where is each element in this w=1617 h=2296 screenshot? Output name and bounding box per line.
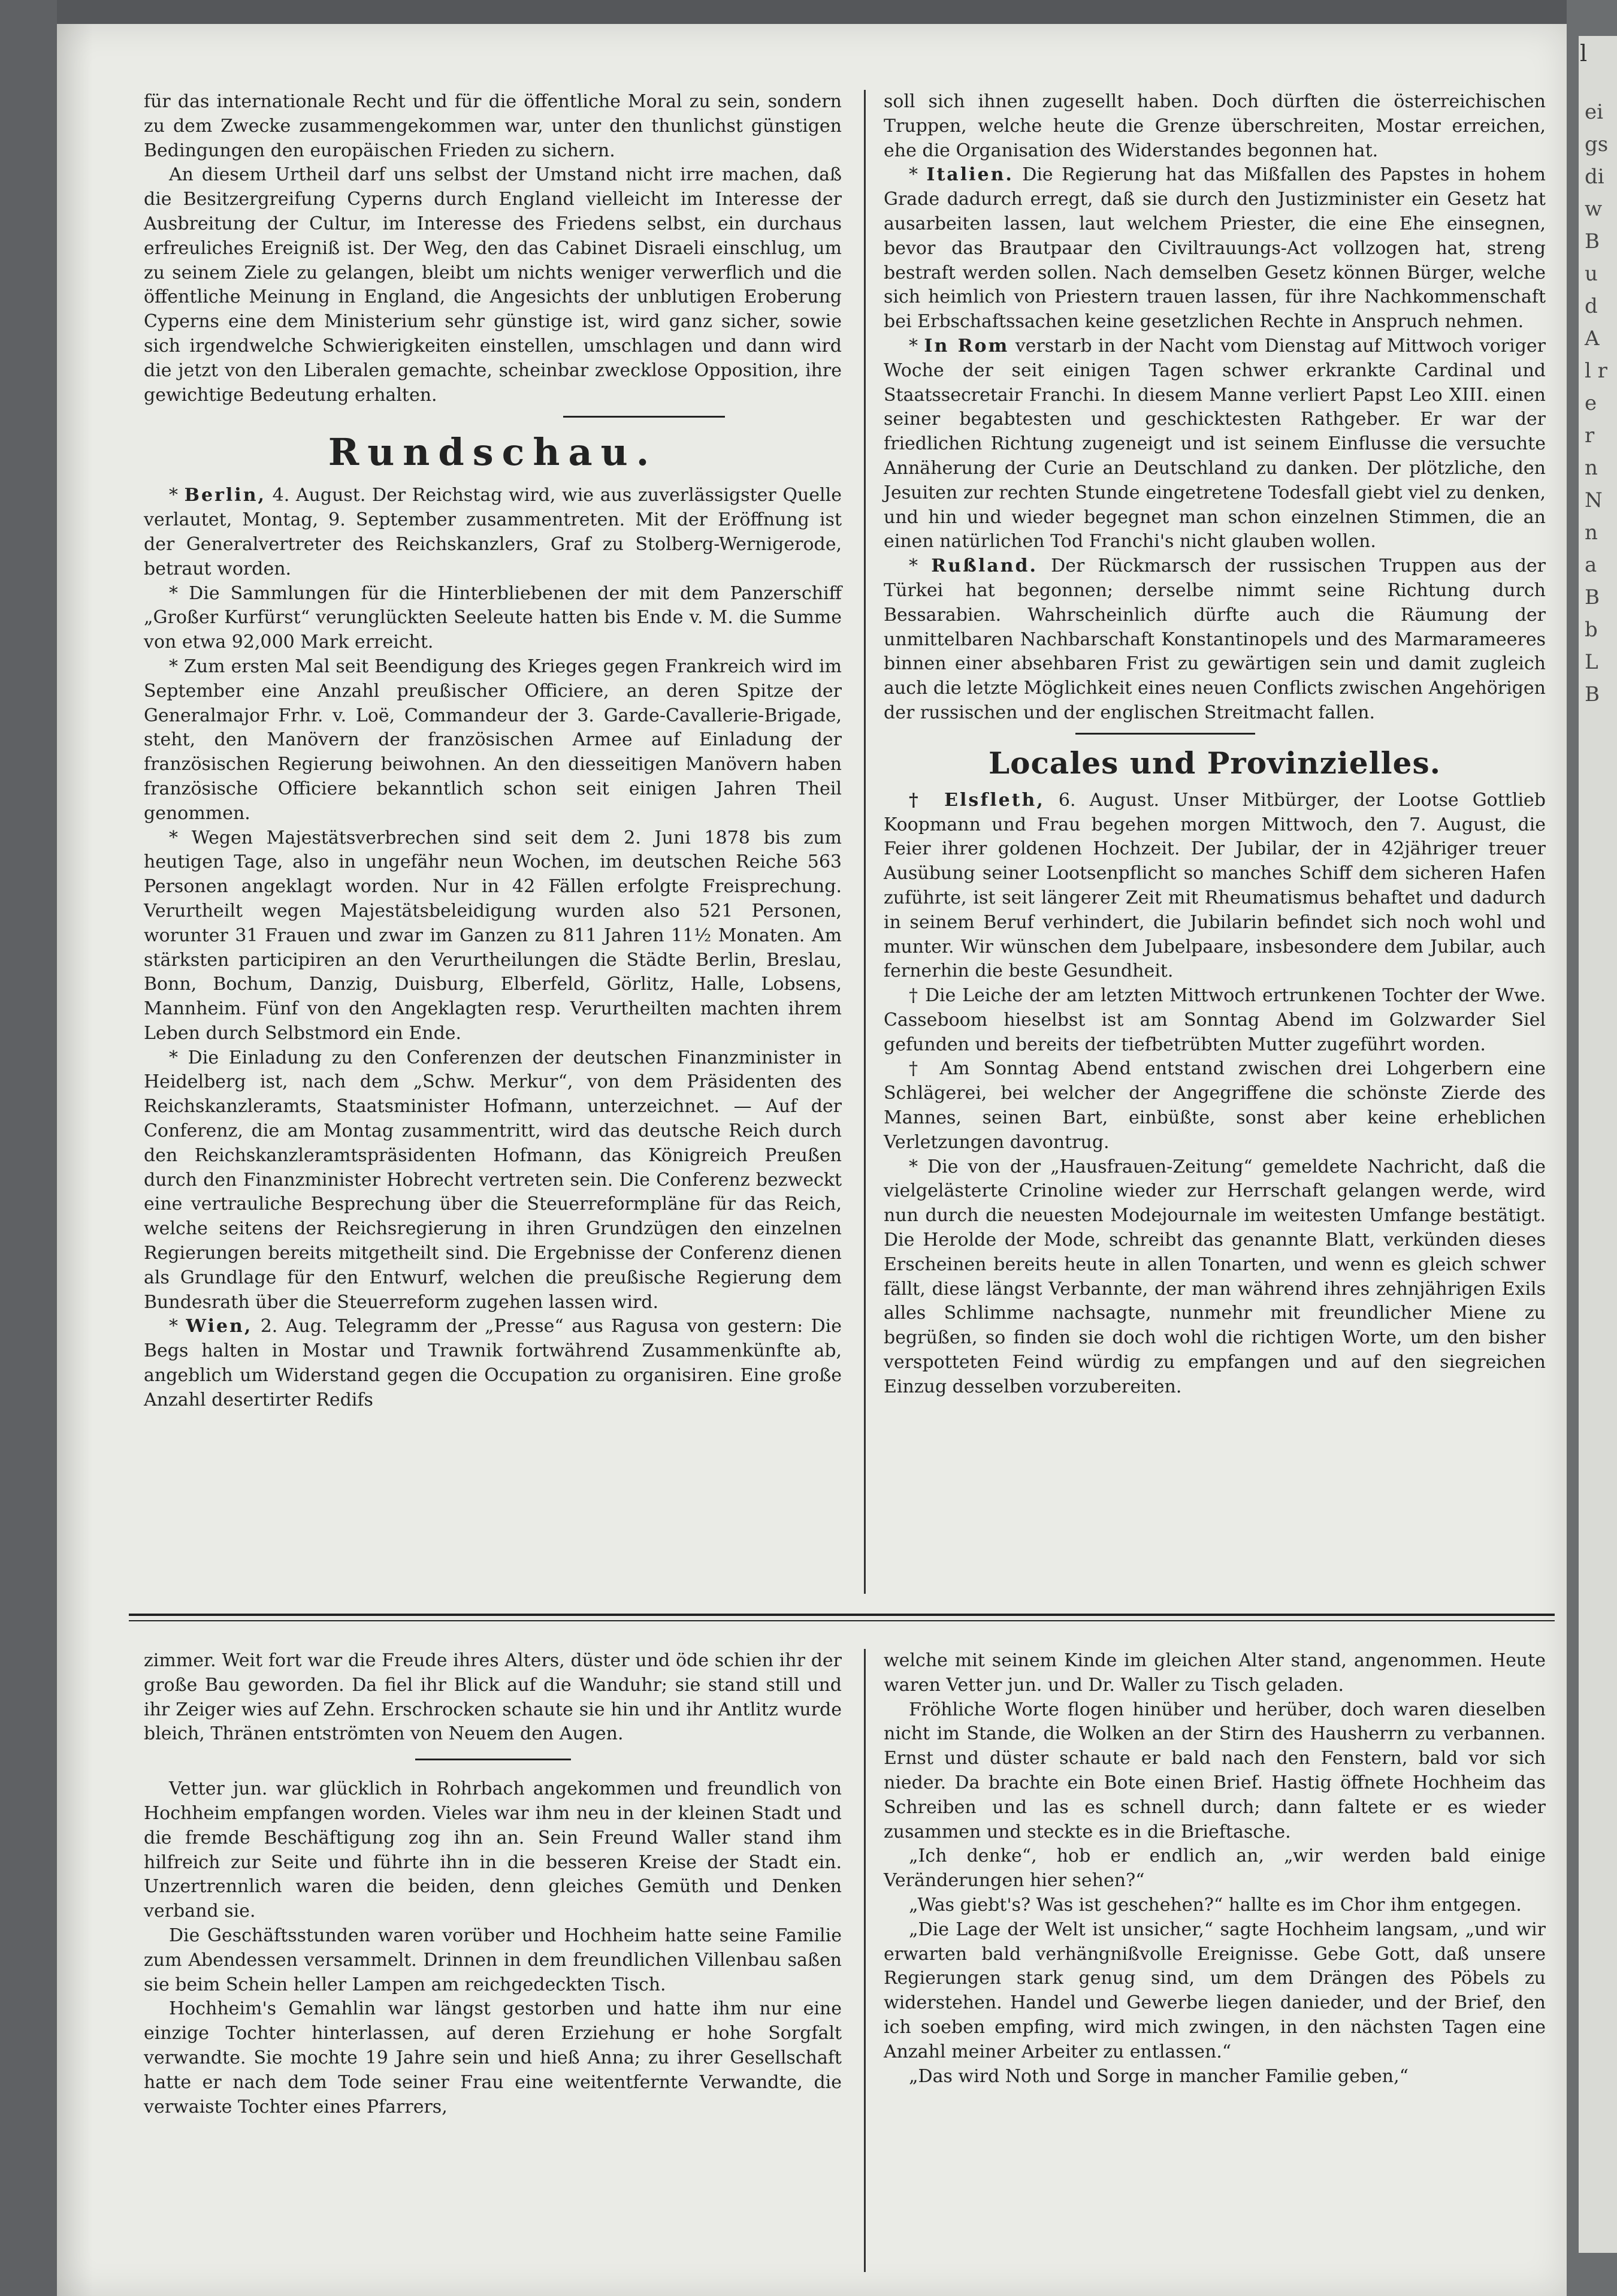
feuilleton-column-left <box>144 1649 842 2119</box>
story-paragraph: „Ich denke“, hob er endlich an, „wir werden bald einige Veränderungen hier sehen?“ <box>884 1845 1546 1892</box>
column-divider-bottom <box>864 1649 866 2272</box>
adjacent-page-edge <box>1567 0 1617 2296</box>
column-top-right <box>884 90 1546 1400</box>
column-top-left <box>144 90 842 1413</box>
dateline: Italien. <box>926 164 1014 186</box>
section-heading-locales: Locales und Provinzielles. <box>988 745 1441 781</box>
news-item: * Wegen Majestätsverbrechen sind seit dem 2. Juni 1878 bis zum heutigen Tage, also in ungefähr neun Wochen, im deutschen Reiche 563 Personen angeklagt worden. Nur in 42 Fällen erfolgte Freisprechung. Verurtheilt wegen Majestätsbeleidigung wurden also 521 Personen, worunter 31 Frauen und zwar im Ganzen zu 811 Jahren 11½ Monaten. Am stärksten participiren an den Verurtheilungen die Städte Berlin, Breslau, Bonn, Bochum, Danzig, Duisburg, Elberfeld, Görlitz, Halle, Lobsens, Mannheim. Fünf von den Angeklagten resp. Verurtheilten machten ihrem Leben durch Selbstmord ein Ende. <box>144 827 842 1044</box>
adjacent-page-mark: l <box>1580 40 1588 67</box>
local-news-item: † Elsfleth, 6. August. Unser Mitbürger, der Lootse Gottlieb Koopmann und Frau begehen morgen Mittwoch, den 7. August, die Feier ihrer goldenen Hochzeit. Der Jubilar, der in 42jähriger treuer Ausübung seiner Lootsenpflicht so manches Schiff dem sicheren Hafen zuführte, ist seit längerer Zeit mit Rheumatismus behaftet und dadurch in seinem Beruf verhindert, die Jubilarin befindet sich noch wohl und munter. Wir wünschen dem Jubelpaare, insbesondere dem Jubilar, auch fernerhin die beste Gesundheit. <box>884 789 1546 982</box>
article-text: An diesem Urtheil darf uns selbst der Umstand nicht irre machen, daß die Besitzergreifung Cyperns durch England vielleicht im Interesse der Ausbreitung der Cultur, im Interesse des Friedens selbst, ein durchaus erfreuliches Ereigniß ist. Der Weg, den das Cabinet Disraeli einschlug, um zu seinem Ziele zu gelangen, bleibt um nichts weniger verwerflich und die öffentliche Meinung in England, die Angesichts der unblutigen Eroberung Cyperns eine dem Ministerium sehr günstige ist, wird ganz sicher, sowie sich irgendwelche Schwierigkeiten einstellen, umschlagen und dann wird die jetzt von den Liberalen gemachte, scheinbar zwecklose Opposition, ihre gewichtige Bedeutung erhalten. <box>144 164 842 406</box>
section-heading-rundschau: Rundschau. <box>328 430 658 475</box>
story-paragraph: welche mit seinem Kinde im gleichen Alter stand, angenommen. Heute waren Vetter jun. und Dr. Waller zu Tisch geladen. <box>884 1650 1546 1696</box>
feuilleton-column-right <box>884 1649 1546 2089</box>
local-news-item: † Die Leiche der am letzten Mittwoch ertrunkenen Tochter der Wwe. Casseboom hieselbst ist am Sonntag Abend im Golzwarder Siel gefunden und bereits der tiefbetrübten Mutter zugeführt worden. <box>884 985 1546 1055</box>
feuilleton-separator <box>129 1614 1555 1616</box>
news-item: soll sich ihnen zugesellt haben. Doch dürften die österreichischen Truppen, welche heute die Grenze überschreiten, Mostar erreichen, ehe die Organisation des Widerstandes begonnen hat. <box>884 91 1546 161</box>
news-item: * Die Sammlungen für die Hinterbliebenen der mit dem Panzerschiff „Großer Kurfürst“ verunglückten Seeleute hatten bis Ende v. M. die Summe von etwa 92,000 Mark erreicht. <box>144 582 842 653</box>
story-paragraph: Die Geschäftsstunden waren vorüber und Hochheim hatte seine Familie zum Abendessen versammelt. Drinnen in dem freundlichen Villenbau saßen sie beim Schein heller Lampen am reichgedeckten Tisch. <box>144 1925 842 1995</box>
local-news-item: † Am Sonntag Abend entstand zwischen drei Lohgerbern eine Schlägerei, bei welcher der Angegriffene die schönste Zierde des Mannes, seinen Bart, einbüßte, sonst aber keine erheblichen Verletzungen davontrug. <box>884 1058 1546 1153</box>
news-item: * In Rom verstarb in der Nacht vom Dienstag auf Mittwoch voriger Woche der seit einigen Tagen schwer erkrankte Cardinal und Staatssecretair Franchi. In diesem Manne verliert Papst Leo XIII. einen seiner begabtesten und geschicktesten Rathgeber. Er war der friedlichen Richtung zugeneigt und ist seinem Einflusse die versuchte Annäherung der Curie an Deutschland zu danken. Der plötzliche, den Jesuiten zur rechten Stunde eingetretene Todesfall giebt viel zu denken, und hin und wieder begegnet man schon einzelnen Stimmen, die an einen natürlichen Tod Franchi's nicht glauben wollen. <box>884 335 1546 552</box>
dateline: Rußland. <box>931 555 1038 577</box>
story-paragraph: Hochheim's Gemahlin war längst gestorben und hatte ihm nur eine einzige Tochter hinterlassen, auf deren Erziehung er hohe Sorgfalt verwandte. Sie mochte 19 Jahre sein und hieß Anna; zu ihrer Gesellschaft hatte er nach dem Tode seiner Frau eine weitentfernte Verwandte, die verwaiste Tochter eines Pfarrers, <box>144 1998 842 2117</box>
dateline: Berlin, <box>184 485 266 506</box>
story-paragraph: Vetter jun. war glücklich in Rohrbach angekommen und freundlich von Hochheim empfangen worden. Vieles war ihm neu in der kleinen Stadt und die fremde Beschäftigung zog ihn an. Sein Freund Waller stand ihm hilfreich zur Seite und führte ihn in die besseren Kreise der Stadt ein. Unzertrennlich waren die beiden, denn gleiches Gemüth und Denken verband sie. <box>144 1778 842 1922</box>
section-rule <box>1075 733 1255 735</box>
feuilleton-separator-thin <box>129 1620 1555 1621</box>
news-item: * Wien, 2. Aug. Telegramm der „Presse“ aus Ragusa von gestern: Die Begs halten in Mostar und Trawnik fortwährend Zusammenkünfte ab, angeblich um Widerstand gegen die Occupation zu organisiren. Eine große Anzahl desertirter Redifs <box>144 1316 842 1410</box>
dateline: Wien, <box>186 1316 253 1337</box>
story-paragraph: „Die Lage der Welt ist unsicher,“ sagte Hochheim langsam, „und wir erwarten bald verhängnißvolle Ereignisse. Gebe Gott, daß unsere Regierungen stark genug sind, um dem Drängen des Pöbels zu widerstehen. Handel und Gewerbe liegen danieder, und der Brief, den ich soeben empfing, wird mich zwingen, in den nächsten Tagen eine Anzahl meiner Arbeiter zu entlassen.“ <box>884 1919 1546 2062</box>
dateline: In Rom <box>924 335 1010 357</box>
column-divider-top <box>864 90 866 1594</box>
article-end-rule <box>563 416 725 418</box>
news-item: * Italien. Die Regierung hat das Mißfallen des Papstes in hohem Grade dadurch erregt, daß sie durch den Justizminister ein Gesetz hat ausarbeiten lassen, laut welchem Priester, die eine Ehe einsegnen, bevor das Brautpaar den Civiltrauungs-Act vollzogen hat, streng bestraft werden sollen. Nach demselben Gesetz können Bürger, welche sich heimlich von Priestern trauen lassen, für ihre Nachkommenschaft bei Erbschaftssachen keine gesetzlichen Rechte in Anspruch nehmen. <box>884 164 1546 333</box>
news-item: * Zum ersten Mal seit Beendigung des Krieges gegen Frankreich wird im September eine Anzahl preußischer Officiere, an deren Spitze der Generalmajor Frhr. v. Loë, Commandeur der 3. Garde-Cavallerie-Brigade, steht, den Manövern der französischen Armee auf Einladung der französischen Regierung beiwohnen. An den diesseitigen Manövern haben französische Officiere bekanntlich schon seit einigen Jahren Theil genommen. <box>144 655 842 824</box>
dateline: † Elsfleth, <box>909 789 1045 811</box>
news-item: * Rußland. Der Rückmarsch der russischen Truppen aus der Türkei hat begonnen; derselbe nimmt seine Richtung durch Bessarabien. Wahrscheinlich dürfte auch die Räumung der unmittelbaren Nachbarschaft Konstantinopels und des Marmarameeres binnen einer absehbaren Frist zu gewärtigen sein und damit zugleich auch die letzte Möglichkeit eines neuen Conflicts zwischen Angehörigen der russischen und der englischen Streitmacht fallen. <box>884 555 1546 723</box>
news-item: * Die Einladung zu den Conferenzen der deutschen Finanzminister in Heidelberg ist, nach dem „Schw. Merkur“, von dem Präsidenten des Reichskanzleramts, Staatsminister Hofmann, unterzeichnet. — Auf der Conferenz, die am Montag zusammentritt, wird das deutsche Reich durch den Reichskanzleramtspräsidenten Hofmann, das Königreich Preußen durch den Finanzminister Hobrecht vertreten sein. Die Conferenz bezweckt eine vertrauliche Besprechung über die Steuerreformpläne für das Reich, welche seitens der Reichsregierung in ihren Grundzügen den einzelnen Regierungen bereits mitgetheilt sind. Die Ergebnisse der Conferenz dienen als Grundlage für den Entwurf, welchen die preußische Regierung dem Bundesrath über die Steuerreform zugehen lassen wird. <box>144 1047 842 1313</box>
article-text: für das internationale Recht und für die öffentliche Moral zu sein, sondern zu dem Zwecke zusammengekommen war, unter den thunlichst günstigen Bedingungen den europäischen Frieden zu sichern. <box>144 91 842 161</box>
story-paragraph: Fröhliche Worte flogen hinüber und herüber, doch waren dieselben nicht im Stande, die Wolken an der Stirn des Hausherrn zu verbannen. Ernst und düster schaute er bald nach den Fenstern, bald vor sich nieder. Da brachte ein Bote einen Brief. Hastig öffnete Hochheim das Schreiben und las es schnell durch; dann faltete er es wieder zusammen und steckte es in die Brieftasche. <box>884 1699 1546 1842</box>
news-item: * Berlin, 4. August. Der Reichstag wird, wie aus zuverlässigster Quelle verlautet, Montag, 9. September zusammentreten. Mit der Eröffnung ist der Generalvertreter des Reichskanzlers, Graf zu Stolberg-Wernigerode, betraut worden. <box>144 485 842 579</box>
story-paragraph: „Was giebt's? Was ist geschehen?“ hallte es im Chor ihm entgegen. <box>909 1894 1522 1916</box>
scan-left-margin <box>0 0 57 2296</box>
story-paragraph: zimmer. Weit fort war die Freude ihres Alters, düster und öde schien ihr der große Bau geworden. Da fiel ihr Blick auf die Wanduhr; sie stand still und ihr Zeiger wies auf Zehn. Erschrocken schaute sie hin und ihr Antlitz wurde bleich, Thränen entströmten von Neuem den Augen. <box>144 1650 842 1745</box>
story-break-rule <box>415 1759 571 1760</box>
story-paragraph: „Das wird Noth und Sorge in mancher Familie geben,“ <box>909 2065 1409 2087</box>
local-news-item: * Die von der „Hausfrauen-Zeitung“ gemeldete Nachricht, daß die vielgelästerte Crinoline wieder zur Herrschaft gelangen werde, wird nun durch die neuesten Modejournale im weitesten Umfange bestätigt. Die Herolde der Mode, schreibt das genannte Blatt, verkünden dieses Erscheinen bereits heute in allen Tonarten, und wenn es gleich schwer fällt, diese längst Verbannte, der man während ihres zehnjährigen Exils alles Schlimme nachsagte, nunmehr mit freundlicher Miene zu begrüßen, so finden sie doch wohl die richtigen Worte, um den bisher verspotteten Feind würdig zu empfangen und auf den siegreichen Einzug desselben vorzubereiten. <box>884 1156 1546 1397</box>
adjacent-page-text: ei gs di w B u d A l r e r n N n a B b L B <box>1585 100 1609 706</box>
